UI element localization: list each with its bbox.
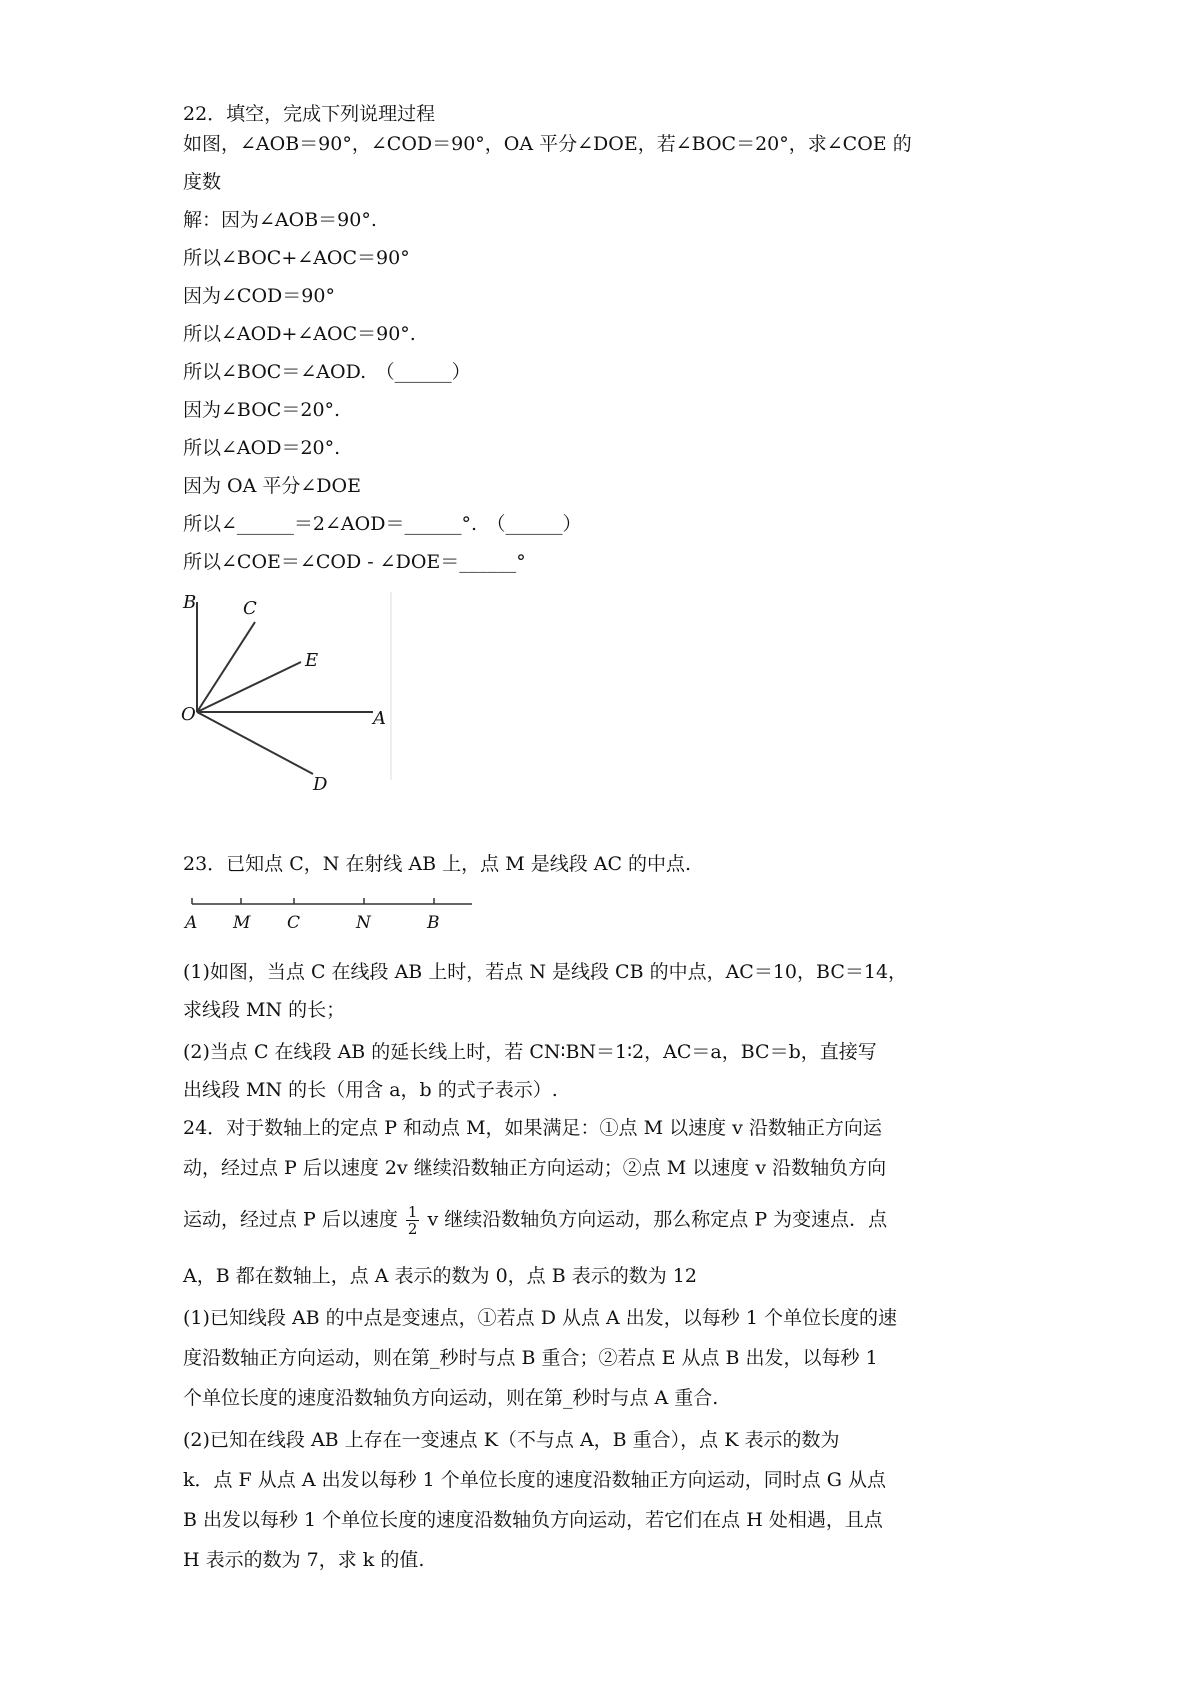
fraction-denominator: 2 (407, 1220, 418, 1238)
label-O: O (181, 704, 196, 725)
q22-solution-line: 解：因为∠AOB＝90°. (183, 209, 377, 231)
q24-statement-line: 动，经过点 P 后以速度 2v 继续沿数轴正方向运动；②点 M 以速度 v 沿数轴负方向 (183, 1157, 887, 1179)
q23-segment-figure (180, 892, 480, 944)
q24-part2-line: H 表示的数为 7，求 k 的值. (183, 1549, 425, 1571)
q23-part1-line: 求线段 MN 的长； (183, 999, 346, 1021)
q23-title: 23．已知点 C，N 在射线 AB 上，点 M 是线段 AC 的中点. (183, 853, 692, 875)
label-A: A (185, 913, 198, 933)
fraction-numerator: 1 (407, 1203, 418, 1221)
label-M: M (233, 913, 251, 933)
q24-part2-line: (2)已知在线段 AB 上存在一变速点 K（不与点 A，B 重合），点 K 表示的数为 (183, 1429, 840, 1451)
label-C: C (243, 598, 257, 619)
q23-part1-line: (1)如图，当点 C 在线段 AB 上时，若点 N 是线段 CB 的中点，AC＝10，BC＝14， (183, 961, 908, 983)
fraction-one-half (406, 1204, 420, 1237)
q22-solution-line: 所以∠COE＝∠COD - ∠DOE＝______° (183, 551, 526, 573)
q24-statement-line: A，B 都在数轴上，点 A 表示的数为 0，点 B 表示的数为 12 (183, 1265, 697, 1287)
label-D: D (313, 774, 328, 795)
label-A: A (373, 708, 386, 729)
q23-part2-line: (2)当点 C 在线段 AB 的延长线上时，若 CN∶BN＝1∶2，AC＝a，BC＝b，直接写 (183, 1041, 877, 1063)
q24-part2-line: k．点 F 从点 A 出发以每秒 1 个单位长度的速度沿数轴正方向运动，同时点 G 从点 (183, 1469, 887, 1491)
label-N: N (356, 913, 371, 933)
q24-part1-line: 个单位长度的速度沿数轴负方向运动，则在第_秒时与点 A 重合. (183, 1387, 719, 1409)
q22-solution-line: 所以∠BOC＝∠AOD. （______） (183, 361, 471, 383)
q24-part1-line: 度沿数轴正方向运动，则在第_秒时与点 B 重合；②若点 E 从点 B 出发，以每秒 1 (183, 1347, 878, 1369)
q23-part2-line: 出线段 MN 的长（用含 a，b 的式子表示）. (183, 1079, 558, 1101)
q22-solution-line: 所以∠AOD+∠AOC＝90°. (183, 323, 416, 345)
label-B: B (183, 592, 197, 613)
q24-part2-line: B 出发以每秒 1 个单位长度的速度沿数轴负方向运动，若它们在点 H 处相遇，且点 (183, 1509, 883, 1531)
ray-OD (197, 712, 313, 774)
label-C: C (287, 913, 301, 933)
q22-title: 22．填空，完成下列说理过程 (183, 103, 436, 125)
label-E: E (305, 650, 319, 671)
q24-line3-pre: 运动，经过点 P 后以速度 (183, 1208, 398, 1231)
q24-part1-line: (1)已知线段 AB 的中点是变速点，①若点 D 从点 A 出发，以每秒 1 个单位长度的速 (183, 1307, 897, 1329)
q22-solution-line: 所以∠______＝2∠AOD＝______°. （______） (183, 513, 582, 535)
label-B: B (427, 913, 440, 933)
q22-solution-line: 所以∠BOC+∠AOC＝90° (183, 247, 410, 269)
q22-statement-line: 如图，∠AOB＝90°，∠COD＝90°，OA 平分∠DOE，若∠BOC＝20°，求∠COE 的 (183, 133, 912, 155)
q22-solution-line: 因为∠COD＝90° (183, 285, 335, 307)
q24-title: 24．对于数轴上的定点 P 和动点 M，如果满足：①点 M 以速度 v 沿数轴正方向运 (183, 1117, 882, 1139)
q22-solution-line: 因为 OA 平分∠DOE (183, 475, 361, 497)
q24-line3-post: v 继续沿数轴负方向运动，那么称定点 P 为变速点．点 (427, 1208, 888, 1231)
q22-solution-line: 所以∠AOD＝20°. (183, 437, 341, 459)
q22-angle-figure (175, 590, 405, 830)
q22-solution-line: 因为∠BOC＝20°. (183, 399, 341, 421)
q22-statement-line: 度数 (183, 171, 222, 193)
q24-statement-line-with-fraction (183, 1204, 1043, 1237)
